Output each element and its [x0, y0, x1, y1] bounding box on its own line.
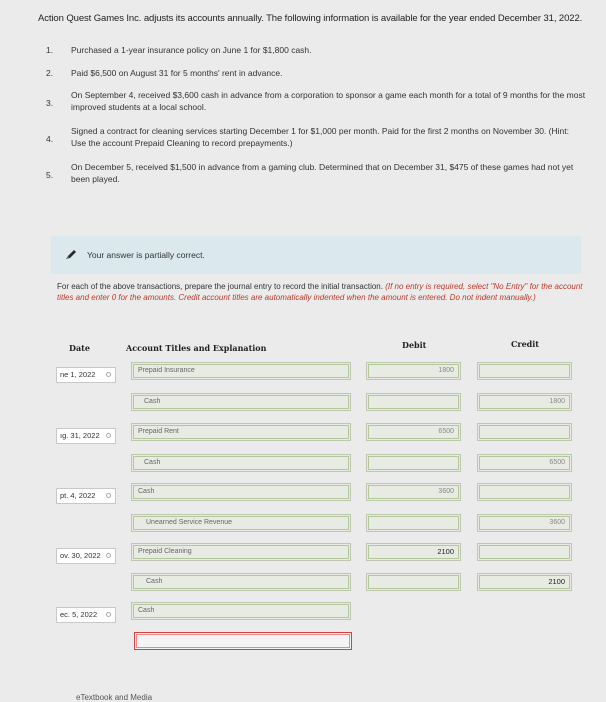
credit-input[interactable]: 1800 [477, 393, 572, 411]
date-select[interactable]: ıg. 31, 2022 [56, 428, 116, 444]
date-select[interactable]: pt. 4, 2022 [56, 488, 116, 504]
account-input[interactable]: Cash [131, 573, 351, 591]
debit-input[interactable]: 3600 [366, 483, 461, 501]
header-account: Account Titles and Explanation [126, 343, 267, 353]
date-select[interactable]: ec. 5, 2022 [56, 607, 116, 623]
header-credit: Credit [511, 339, 539, 349]
debit-input[interactable]: 1800 [366, 362, 461, 380]
header-date: Date [69, 343, 90, 353]
account-input[interactable]: Prepaid Insurance [131, 362, 351, 380]
account-input[interactable]: Cash [131, 393, 351, 411]
account-input[interactable]: Prepaid Cleaning [131, 543, 351, 561]
problem-title: Action Quest Games Inc. adjusts its accounts annually. The following information is available for the year ended December 31, 2022. [38, 13, 583, 24]
account-input[interactable]: Cash [131, 602, 351, 620]
dropdown-icon [106, 433, 111, 438]
date-select[interactable]: ne 1, 2022 [56, 367, 116, 383]
credit-input[interactable] [477, 543, 572, 561]
account-input[interactable]: Cash [131, 483, 351, 501]
credit-input[interactable]: 6500 [477, 454, 572, 472]
account-input[interactable]: Cash [131, 454, 351, 472]
debit-input[interactable] [366, 454, 461, 472]
credit-input[interactable] [477, 362, 572, 380]
credit-input[interactable]: 2100 [477, 573, 572, 591]
debit-input[interactable] [366, 514, 461, 532]
date-select[interactable]: ov. 30, 2022 [56, 548, 116, 564]
feedback-message: Your answer is partially correct. [87, 250, 205, 260]
etextbook-link[interactable]: eTextbook and Media [76, 693, 153, 702]
debit-input[interactable] [366, 393, 461, 411]
dropdown-icon [106, 372, 111, 377]
credit-input[interactable] [477, 423, 572, 441]
header-debit: Debit [402, 340, 427, 350]
instructions: For each of the above transactions, prepare the journal entry to record the initial transaction. (If no entry is required, select "No Entry" for the account titles and enter 0 for the amounts. Credit account titles are automatically indented when the amount is entered. Do not indent manually.) [57, 282, 583, 302]
pencil-icon [65, 250, 77, 260]
debit-input[interactable]: 6500 [366, 423, 461, 441]
debit-input[interactable] [366, 573, 461, 591]
dropdown-icon [106, 553, 111, 558]
credit-input[interactable]: 3600 [477, 514, 572, 532]
credit-input[interactable] [477, 483, 572, 501]
debit-input[interactable]: 2100 [366, 543, 461, 561]
feedback-banner [51, 236, 581, 274]
account-input[interactable] [134, 632, 352, 650]
dropdown-icon [106, 612, 111, 617]
account-input[interactable]: Unearned Service Revenue [131, 514, 351, 532]
dropdown-icon [106, 493, 111, 498]
account-input[interactable]: Prepaid Rent [131, 423, 351, 441]
